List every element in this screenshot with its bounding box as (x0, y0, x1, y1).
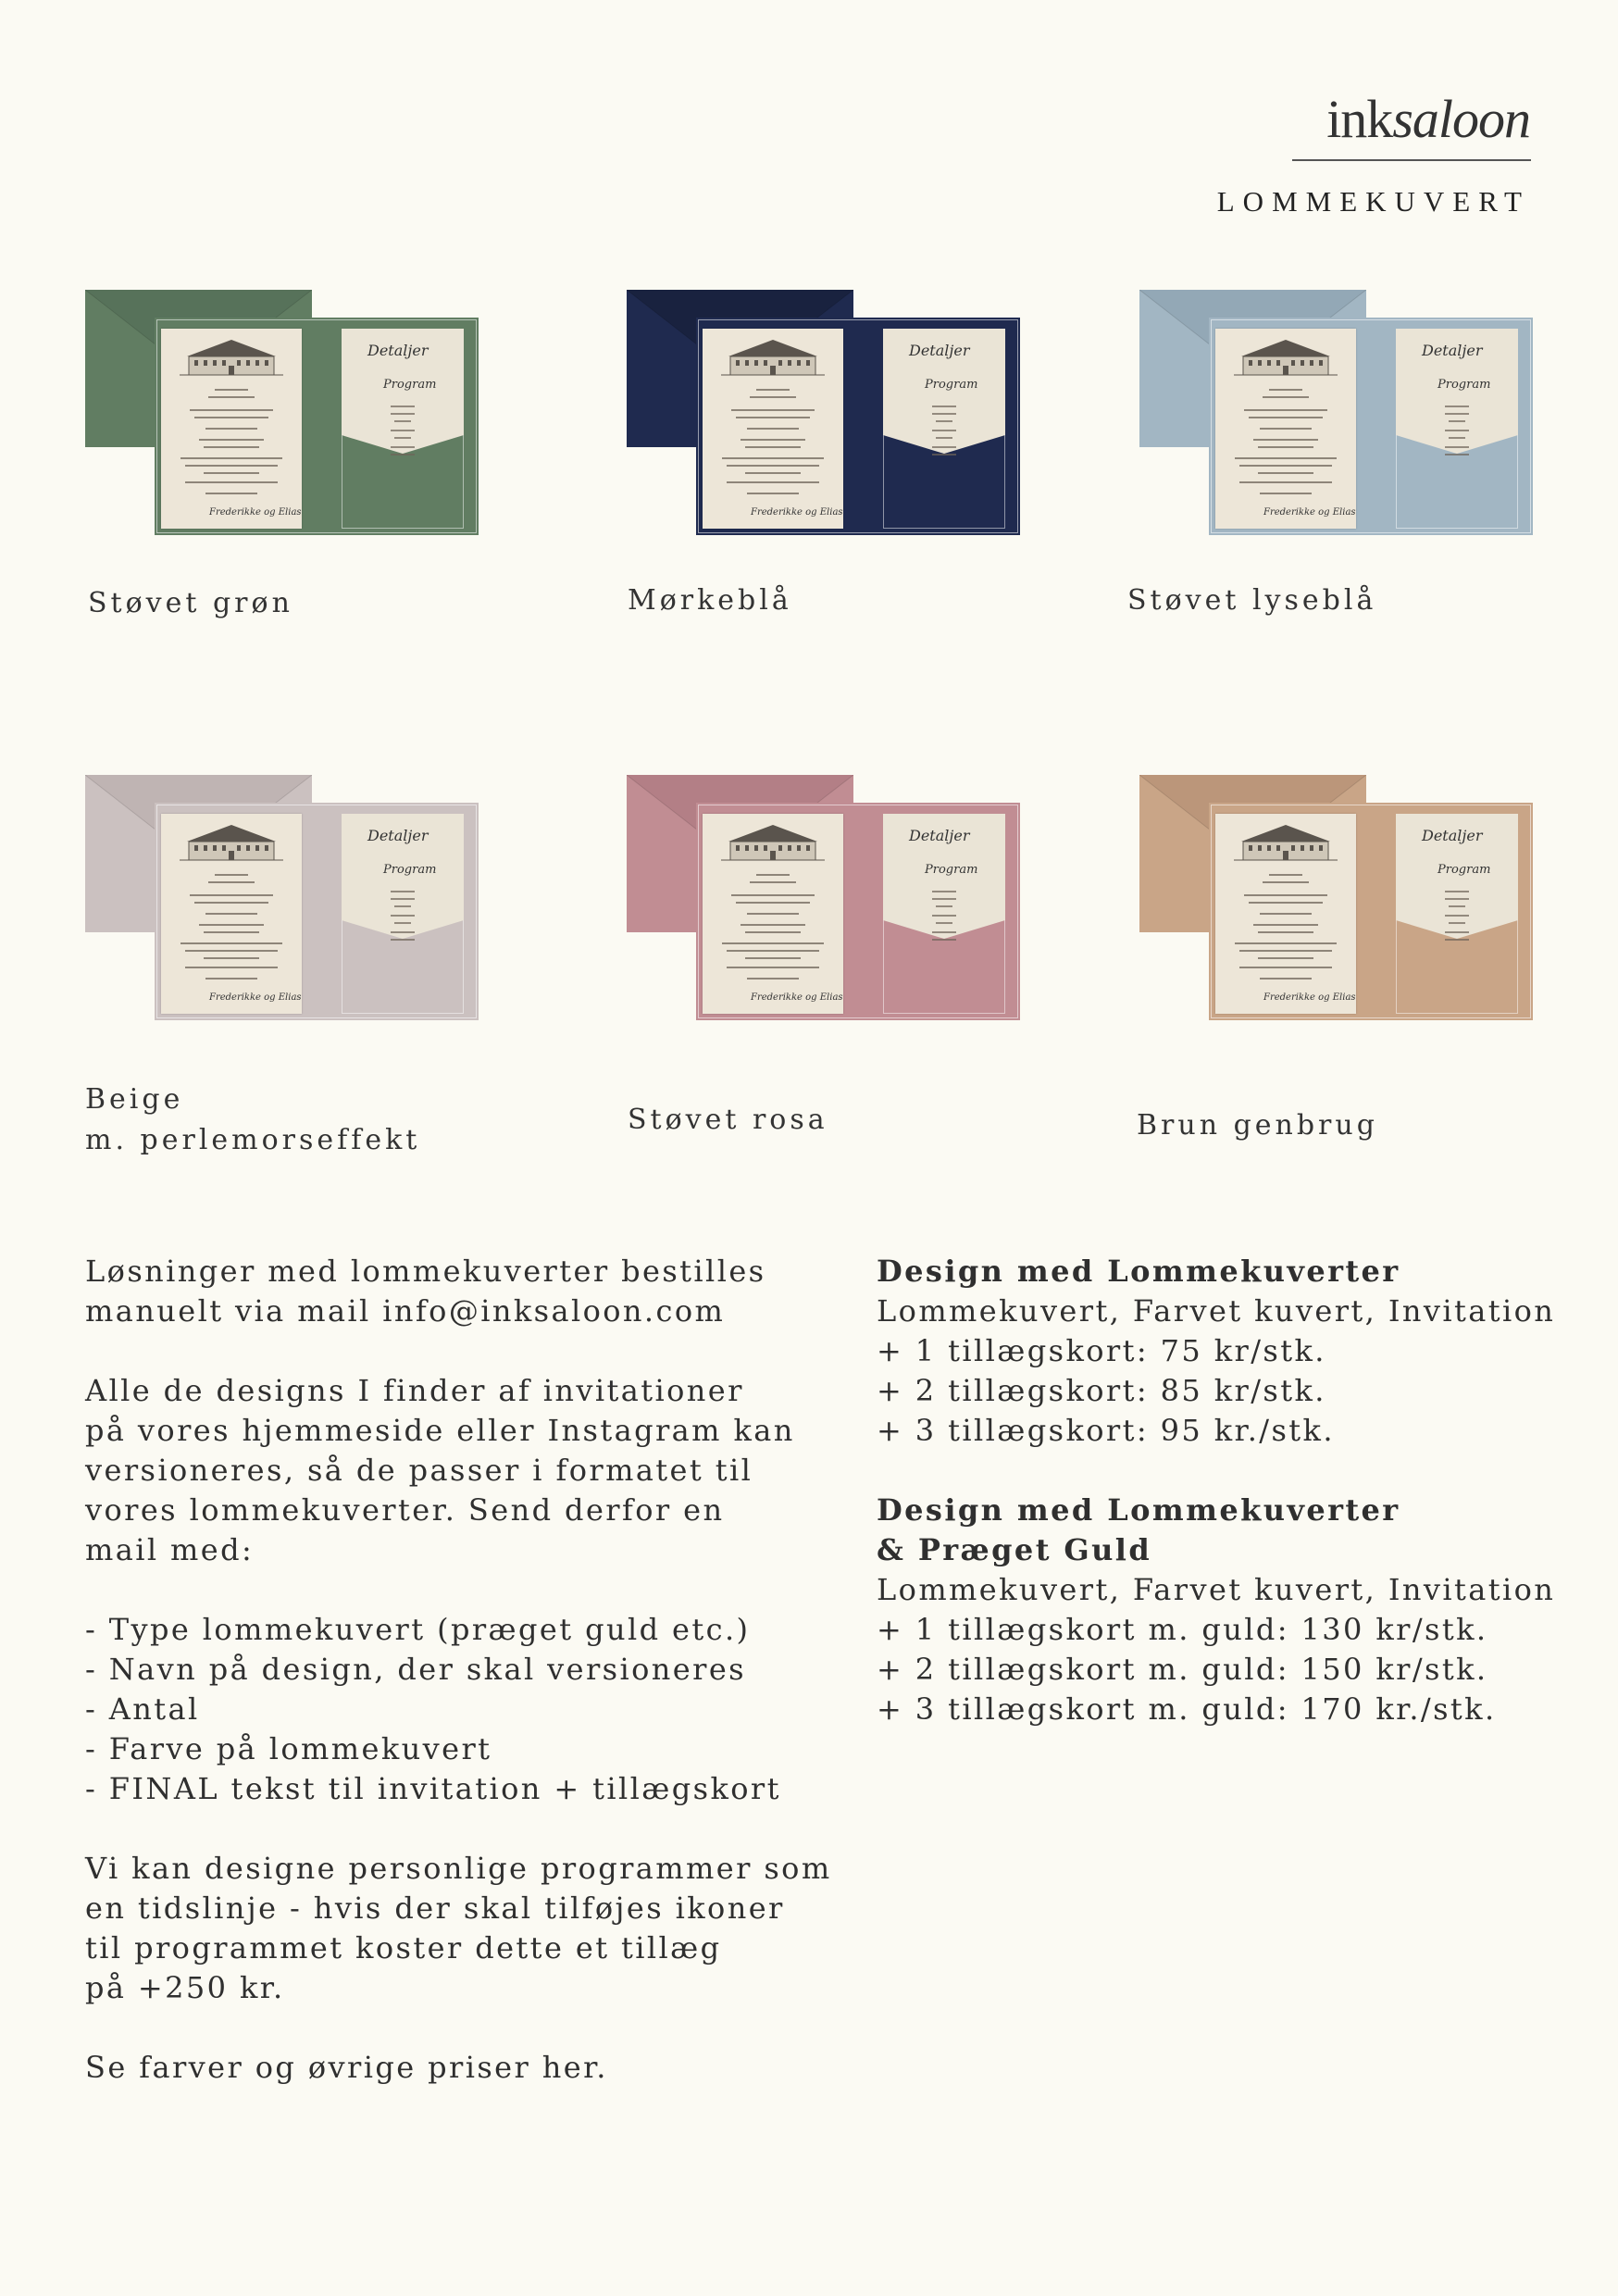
pocket-envelope-image (627, 290, 1020, 535)
card-text-lines (391, 406, 415, 461)
invitation-card (703, 329, 843, 529)
invitation-card (161, 814, 302, 1014)
card-text-lines (932, 891, 956, 946)
invitation-card (161, 329, 302, 529)
card-subtitle: Program (1438, 378, 1491, 392)
card-title: Detaljer (909, 827, 970, 844)
variant-label-6: Brun genbrug (1137, 1109, 1378, 1142)
text-line: til programmet koster dette et tillæg (85, 1930, 722, 1965)
signature: Frederikke og Elias (751, 507, 843, 518)
ordering-info (85, 1252, 832, 2088)
manor-illustration-icon (1215, 814, 1356, 865)
manor-illustration-icon (161, 814, 302, 865)
manor-illustration-icon (1215, 329, 1356, 380)
logo-divider (1292, 159, 1531, 161)
card-text-lines (1445, 406, 1469, 461)
text-line: Vi kan designe personlige programmer som (85, 1851, 832, 1886)
pricing-heading-2-sub: & Præget Guld (877, 1532, 1152, 1567)
card-text-lines (932, 406, 956, 461)
variant-label-5: Støvet rosa (628, 1104, 828, 1136)
card-text-lines (1445, 891, 1469, 946)
prices-link[interactable]: Se farver og øvrige priser her. (85, 2050, 608, 2085)
manor-illustration-icon (703, 329, 843, 380)
brand-logo: inksaloon (1326, 89, 1530, 149)
pocket-envelope-image (1139, 775, 1533, 1020)
pocket-envelope-image (85, 775, 479, 1020)
variant-label-4: Beige m. perlemorseffekt (85, 1083, 421, 1156)
list-item: - Farve på lommekuvert (85, 1731, 492, 1766)
card-title: Detaljer (1422, 827, 1483, 844)
pocket-envelope-image (627, 775, 1020, 1020)
price-line: + 2 tillægskort: 85 kr/stk. (877, 1373, 1326, 1408)
signature: Frederikke og Elias (1263, 992, 1356, 1003)
page-title: LOMMEKUVERT (1216, 185, 1530, 218)
list-item: - Navn på design, der skal versioneres (85, 1652, 746, 1687)
signature: Frederikke og Elias (209, 507, 302, 518)
text-line: versioneres, så de passer i formatet til (85, 1453, 753, 1488)
text-line: vores lommekuverter. Send derfor en (85, 1492, 725, 1528)
price-line: + 3 tillægskort m. guld: 170 kr./stk. (877, 1691, 1497, 1727)
signature: Frederikke og Elias (751, 992, 843, 1003)
price-line: Lommekuvert, Farvet kuvert, Invitation (877, 1293, 1556, 1329)
variant-label-2: Mørkeblå (628, 584, 792, 617)
card-title: Detaljer (1422, 342, 1483, 359)
invitation-card (703, 814, 843, 1014)
invitation-card (1215, 814, 1356, 1014)
variant-label-3: Støvet lyseblå (1127, 584, 1377, 617)
card-title: Detaljer (909, 342, 970, 359)
manor-illustration-icon (161, 329, 302, 380)
card-subtitle: Program (925, 378, 978, 392)
price-line: + 1 tillægskort: 75 kr/stk. (877, 1333, 1326, 1368)
card-title: Detaljer (367, 827, 429, 844)
price-line: + 3 tillægskort: 95 kr./stk. (877, 1413, 1335, 1448)
text-line: på vores hjemmeside eller Instagram kan (85, 1413, 795, 1448)
invitation-card (1215, 329, 1356, 529)
price-line: + 2 tillægskort m. guld: 150 kr/stk. (877, 1652, 1488, 1687)
card-subtitle: Program (383, 863, 437, 877)
card-subtitle: Program (383, 378, 437, 392)
card-text-lines (391, 891, 415, 946)
pricing-info (877, 1252, 1555, 1729)
pocket-envelope-image (85, 290, 479, 535)
text-line: Løsninger med lommekuverter bestilles (85, 1254, 766, 1289)
price-line: Lommekuvert, Farvet kuvert, Invitation (877, 1572, 1556, 1607)
price-line: + 1 tillægskort m. guld: 130 kr/stk. (877, 1612, 1488, 1647)
pocket-envelope-image (1139, 290, 1533, 535)
text-line: mail med: (85, 1532, 255, 1567)
card-subtitle: Program (1438, 863, 1491, 877)
signature: Frederikke og Elias (1263, 507, 1356, 518)
text-line: en tidslinje - hvis der skal tilføjes ikoner (85, 1890, 785, 1926)
list-item: - Antal (85, 1691, 200, 1727)
list-item: - Type lommekuvert (præget guld etc.) (85, 1612, 751, 1647)
list-item: - FINAL tekst til invitation + tillægskort (85, 1771, 781, 1806)
pricing-heading-2: Design med Lommekuverter (877, 1492, 1400, 1528)
pricing-heading-1: Design med Lommekuverter (877, 1254, 1400, 1289)
email-link[interactable]: manuelt via mail info@inksaloon.com (85, 1293, 726, 1329)
signature: Frederikke og Elias (209, 992, 302, 1003)
card-title: Detaljer (367, 342, 429, 359)
manor-illustration-icon (703, 814, 843, 865)
text-line: på +250 kr. (85, 1970, 285, 2005)
variant-label-1: Støvet grøn (88, 587, 293, 619)
text-line: Alle de designs I finder af invitationer (85, 1373, 744, 1408)
card-subtitle: Program (925, 863, 978, 877)
